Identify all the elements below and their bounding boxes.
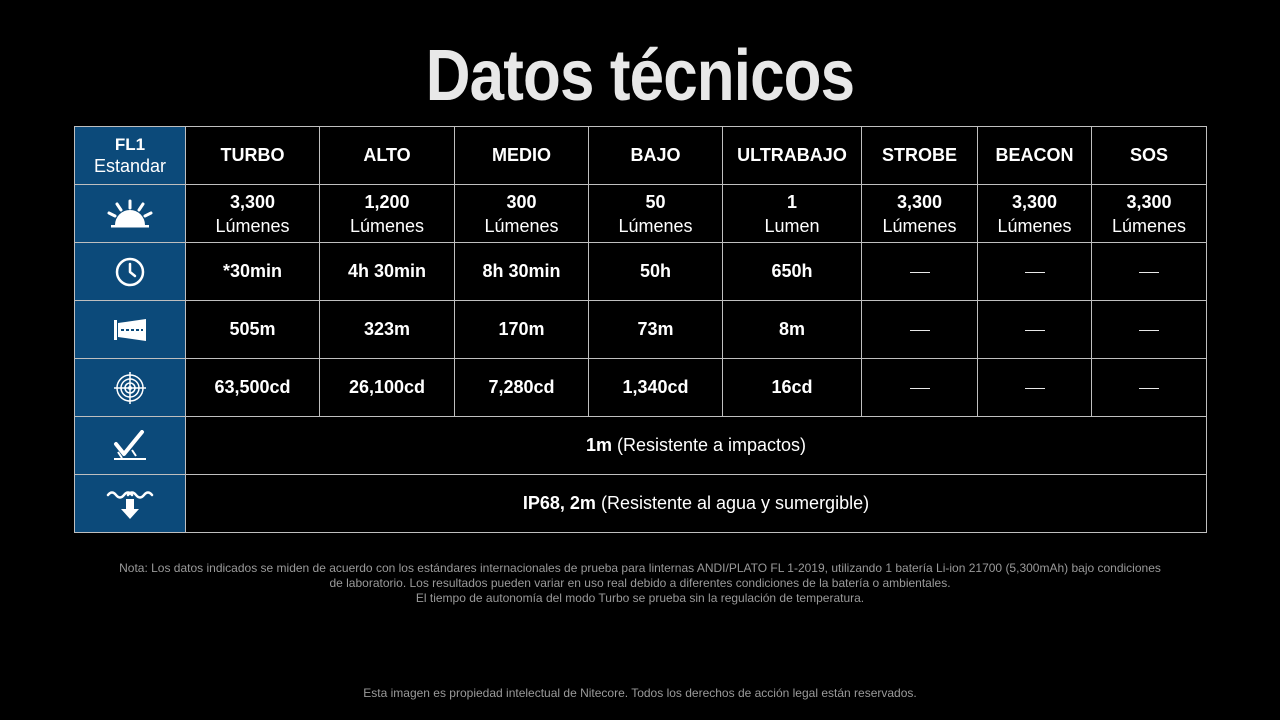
mode-header-alto: ALTO — [320, 127, 455, 185]
distance-cell — [862, 301, 978, 359]
footnote — [80, 561, 1200, 606]
impact-resistance-icon — [75, 417, 186, 475]
output-row — [75, 185, 1207, 243]
waterproof-description: (Resistente al agua y sumergible) — [600, 493, 870, 513]
distance-cell: 170m — [455, 301, 589, 359]
copyright-notice: Esta imagen es propiedad intelectual de Nitecore. Todos los derechos de acción legal están reservados. — [363, 686, 917, 700]
runtime-row — [75, 243, 1207, 301]
intensity-cell: 26,100cd — [320, 359, 455, 417]
runtime-cell: 50h — [589, 243, 723, 301]
impact-description: (Resistente a impactos) — [616, 435, 807, 455]
impact-row — [75, 417, 1207, 475]
output-unit: Lúmenes — [997, 215, 1072, 236]
empty-value-dash — [1139, 388, 1159, 390]
intensity-cell: 63,500cd — [186, 359, 320, 417]
empty-value-dash — [1139, 272, 1159, 274]
waterproof-icon — [75, 475, 186, 533]
distance-cell: 73m — [589, 301, 723, 359]
waterproof-row — [75, 475, 1207, 533]
empty-value-dash — [1025, 388, 1045, 390]
output-unit: Lúmenes — [1111, 215, 1187, 236]
intensity-cell — [862, 359, 978, 417]
output-value: 3,300 — [229, 191, 276, 212]
waterproof-value: IP68, 2m — [522, 493, 596, 513]
footnote-line: El tiempo de autonomía del modo Turbo se prueba sin la regulación de temperatura. — [415, 591, 865, 605]
mode-header-turbo: TURBO — [186, 127, 320, 185]
output-cell — [723, 185, 862, 243]
output-unit: Lúmenes — [484, 215, 559, 236]
runtime-cell — [978, 243, 1092, 301]
output-cell — [862, 185, 978, 243]
distance-row — [75, 301, 1207, 359]
intensity-cell: 16cd — [723, 359, 862, 417]
runtime-cell: 650h — [723, 243, 862, 301]
intensity-cell — [978, 359, 1092, 417]
output-value: 3,300 — [1126, 191, 1172, 212]
runtime-cell: 8h 30min — [455, 243, 589, 301]
model-cell — [75, 127, 186, 185]
distance-cell: 505m — [186, 301, 320, 359]
intensity-cell: 1,340cd — [589, 359, 723, 417]
output-value: 3,300 — [896, 191, 943, 212]
runtime-cell — [1092, 243, 1207, 301]
output-cell — [978, 185, 1092, 243]
footnote-line: de laboratorio. Los resultados pueden variar en uso real debido a diferentes condiciones de la batería o ambientales. — [329, 576, 951, 590]
spec-table — [74, 126, 1207, 533]
output-cell — [455, 185, 589, 243]
empty-value-dash — [910, 272, 930, 274]
output-unit: Lumen — [764, 215, 820, 236]
empty-value-dash — [1139, 330, 1159, 332]
page-title: Datos técnicos — [425, 36, 855, 116]
intensity-cell: 7,280cd — [455, 359, 589, 417]
output-cell — [186, 185, 320, 243]
model-variant: Estandar — [93, 155, 167, 176]
distance-cell — [978, 301, 1092, 359]
output-unit: Lúmenes — [882, 215, 957, 236]
mode-header-sos: SOS — [1092, 127, 1207, 185]
intensity-target-icon — [75, 359, 186, 417]
header-row — [75, 127, 1207, 185]
output-value: 1 — [786, 191, 797, 212]
output-cell — [1092, 185, 1207, 243]
empty-value-dash — [910, 330, 930, 332]
runtime-cell: *30min — [186, 243, 320, 301]
output-cell — [589, 185, 723, 243]
output-value: 50 — [645, 191, 666, 212]
output-unit: Lúmenes — [215, 215, 290, 236]
mode-header-beacon: BEACON — [978, 127, 1092, 185]
empty-value-dash — [1025, 330, 1045, 332]
intensity-cell — [1092, 359, 1207, 417]
mode-header-bajo: BAJO — [589, 127, 723, 185]
output-value: 3,300 — [1011, 191, 1058, 212]
brightness-icon — [75, 185, 186, 243]
beam-distance-icon — [75, 301, 186, 359]
output-unit: Lúmenes — [618, 215, 693, 236]
distance-cell: 323m — [320, 301, 455, 359]
impact-cell — [186, 417, 1207, 475]
output-cell — [320, 185, 455, 243]
output-unit: Lúmenes — [349, 215, 425, 236]
footnote-line: Nota: Los datos indicados se miden de acuerdo con los estándares internacionales de prueba para linternas ANDI/PLATO FL 1-2019, utilizando 1 batería Li-ion 21700 (5,300mAh) bajo condiciones — [119, 561, 1161, 575]
empty-value-dash — [1025, 272, 1045, 274]
mode-header-ultrabajo: ULTRABAJO — [723, 127, 862, 185]
runtime-cell — [862, 243, 978, 301]
distance-cell — [1092, 301, 1207, 359]
clock-icon — [75, 243, 186, 301]
impact-value: 1m — [585, 435, 612, 455]
mode-header-strobe: STROBE — [862, 127, 978, 185]
distance-cell: 8m — [723, 301, 862, 359]
waterproof-cell — [186, 475, 1207, 533]
output-value: 1,200 — [364, 191, 410, 212]
model-name: FL1 — [114, 134, 146, 154]
empty-value-dash — [910, 388, 930, 390]
mode-header-medio: MEDIO — [455, 127, 589, 185]
intensity-row — [75, 359, 1207, 417]
output-value: 300 — [506, 191, 537, 212]
runtime-cell: 4h 30min — [320, 243, 455, 301]
